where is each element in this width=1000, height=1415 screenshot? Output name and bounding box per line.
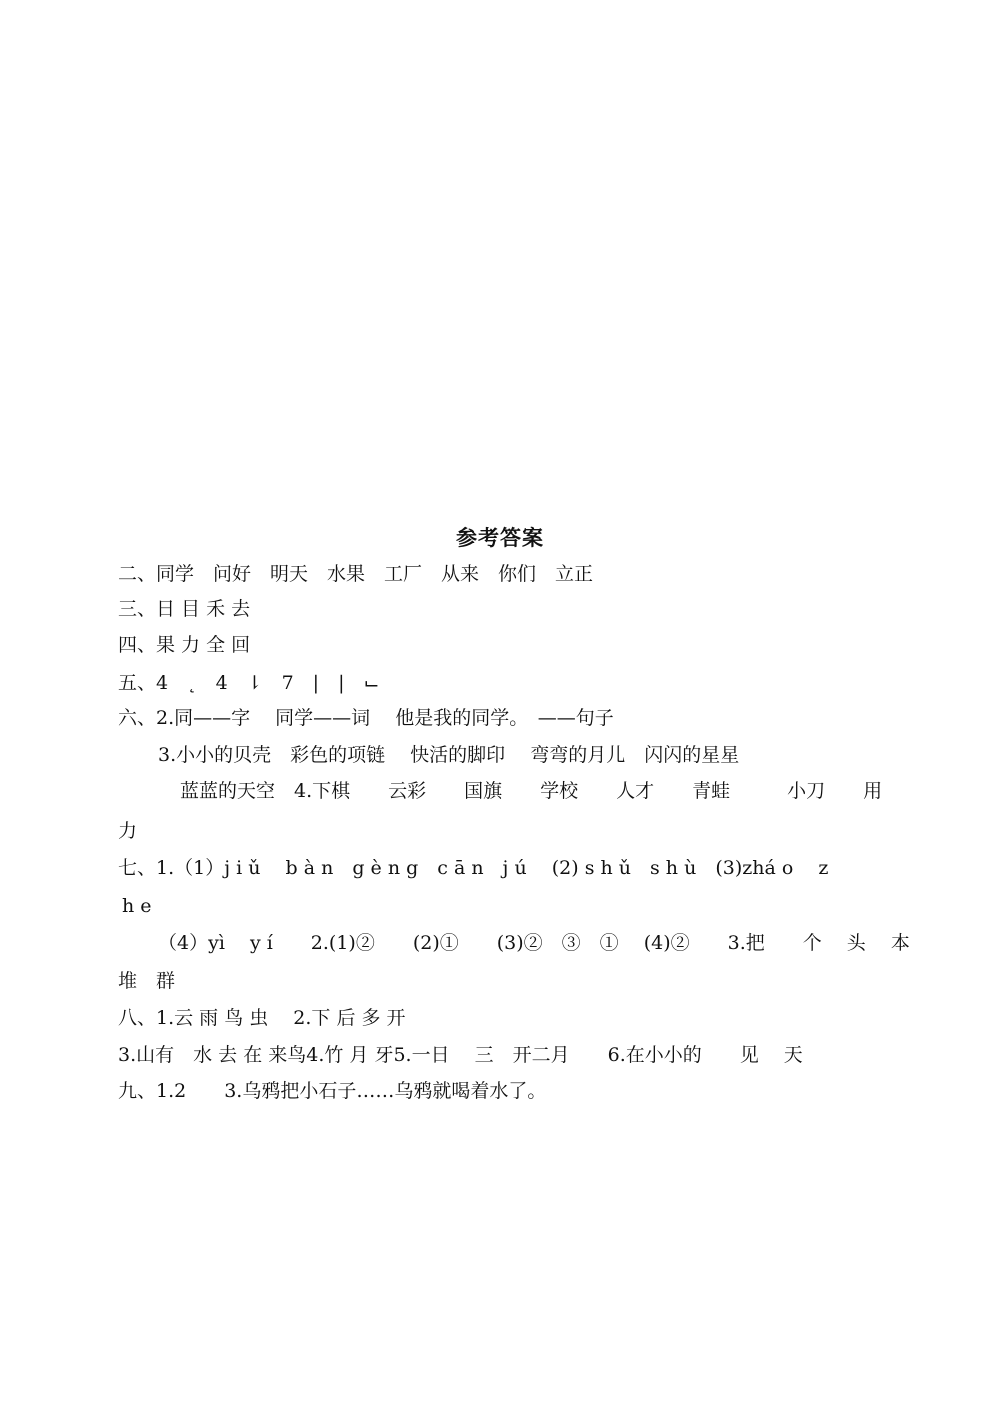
answer-line-9: 九、1.2 3.乌鸦把小石子……乌鸦就喝着水了。 xyxy=(118,1080,547,1102)
answer-line-5: 五、4 ˛ 4 ⇂ 7 | | ⌙ xyxy=(118,672,380,694)
answer-line-8: 八、1.云 雨 鸟 虫 2.下 后 多 开 xyxy=(118,1007,406,1029)
answer-line-6-wrap: 力 xyxy=(118,820,138,842)
page-title: 参考答案 xyxy=(456,526,544,550)
answer-line-7-cont: （4）yì y í 2.(1)② (2)① (3)② ③ ① (4)② 3.把 个 头 本 xyxy=(158,932,910,954)
answer-line-7: 七、1.（1）j i ǔ b à n g è n g c ā n j ú (2) s h ǔ s h ù (3)zhá o z xyxy=(118,857,829,879)
answer-line-3: 三、日 目 禾 去 xyxy=(118,598,251,620)
answer-line-8-cont: 3.山有 水 去 在 来鸟4.竹 月 牙5.一日 三 开二月 6.在小小的 见 天 xyxy=(118,1044,803,1066)
answer-line-6: 六、2.同——字 同学——词 他是我的同学。 ——句子 xyxy=(118,707,614,729)
answer-line-6-4: 蓝蓝的天空 4.下棋 云彩 国旗 学校 人才 青蛙 小刀 用 xyxy=(180,780,883,802)
answer-line-6-3: 3.小小的贝壳 彩色的项链 快活的脚印 弯弯的月儿 闪闪的星星 xyxy=(158,744,740,766)
answer-line-7-wrap-2: 堆 群 xyxy=(118,970,176,992)
answer-line-4: 四、果 力 全 回 xyxy=(118,634,251,656)
answer-line-7-wrap: h e xyxy=(122,895,152,917)
answer-line-2: 二、同学 问好 明天 水果 工厂 从来 你们 立正 xyxy=(118,563,594,585)
